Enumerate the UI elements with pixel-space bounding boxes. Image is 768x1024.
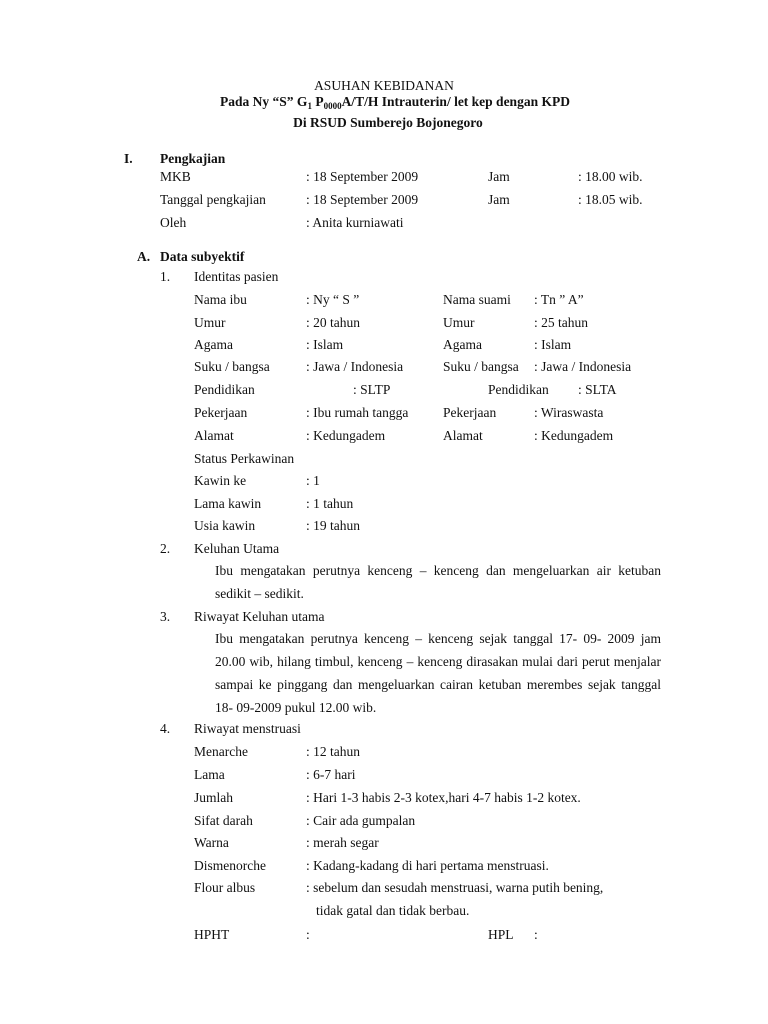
field-label: Jam: [488, 169, 510, 184]
field-value: : Kadang-kadang di hari pertama menstruasi.: [306, 858, 549, 873]
field-label: HPL: [488, 927, 514, 942]
field-value: :: [306, 927, 310, 942]
field-value-continuation: tidak gatal dan tidak berbau.: [316, 903, 470, 918]
field-value: : Wiraswasta: [534, 405, 604, 420]
document-subtitle: [0, 94, 768, 114]
item-title: Riwayat menstruasi: [194, 721, 301, 736]
field-label: Kawin ke: [194, 473, 247, 488]
field-value: : 6-7 hari: [306, 767, 356, 782]
field-label: Jumlah: [194, 790, 233, 805]
field-label: Nama ibu: [194, 292, 247, 307]
field-label: HPHT: [194, 927, 230, 942]
field-value: : Anita kurniawati: [306, 215, 404, 230]
para-subscript: 0000: [323, 101, 342, 111]
field-label: Umur: [194, 315, 226, 330]
field-label: Menarche: [194, 744, 248, 759]
item-number: 2.: [160, 541, 171, 556]
field-label: Agama: [443, 337, 482, 352]
field-label: Dismenorche: [194, 858, 266, 873]
document-location: Di RSUD Sumberejo Bojonegoro: [293, 115, 483, 130]
field-value: : 20 tahun: [306, 315, 360, 330]
field-value: : Islam: [306, 337, 344, 352]
field-label: Usia kawin: [194, 518, 256, 533]
subtitle-part: Pada Ny “S” G: [220, 94, 308, 109]
gravida-subscript: 1: [307, 101, 312, 111]
field-value: : Islam: [534, 337, 572, 352]
field-value: : 25 tahun: [534, 315, 588, 330]
field-label: Umur: [443, 315, 475, 330]
field-value: : 12 tahun: [306, 744, 360, 759]
item-title: Identitas pasien: [194, 269, 279, 284]
section-heading: Pengkajian: [160, 151, 226, 166]
field-label: Alamat: [443, 428, 483, 443]
subsection-letter: A.: [137, 249, 151, 264]
field-label: Pekerjaan: [443, 405, 497, 420]
item-title: Riwayat Keluhan utama: [194, 609, 325, 624]
field-label: Pendidikan: [488, 382, 549, 397]
field-value: : 18.00 wib.: [578, 169, 643, 184]
field-value: : Hari 1-3 habis 2-3 kotex,hari 4-7 habis 1-2 kotex.: [306, 790, 581, 805]
field-label: Suku / bangsa: [194, 359, 270, 374]
field-value: : 18 September 2009: [306, 169, 419, 184]
field-value: : sebelum dan sesudah menstruasi, warna putih bening,: [306, 880, 604, 895]
status-perkawinan-heading: Status Perkawinan: [194, 451, 295, 466]
field-label: Pendidikan: [194, 382, 255, 397]
field-value: : Jawa / Indonesia: [306, 359, 404, 374]
field-value: : 1 tahun: [306, 496, 354, 511]
section-number: I.: [124, 151, 133, 166]
field-value: : Cair ada gumpalan: [306, 813, 416, 828]
item-number: 3.: [160, 609, 171, 624]
field-label: Oleh: [160, 215, 187, 230]
field-value: : SLTP: [353, 382, 391, 397]
subsection-heading: Data subyektif: [160, 249, 245, 264]
document-title: ASUHAN KEBIDANAN: [314, 78, 454, 93]
field-value: : 18.05 wib.: [578, 192, 643, 207]
field-value: : Tn ” A”: [534, 292, 584, 307]
item-number: 4.: [160, 721, 171, 736]
field-value: : Kedungadem: [306, 428, 386, 443]
field-value: : Ny “ S ”: [306, 292, 360, 307]
field-value: : Ibu rumah tangga: [306, 405, 409, 420]
subtitle-part: P: [311, 94, 324, 109]
field-value: : 1: [306, 473, 320, 488]
riwayat-keluhan-paragraph: Ibu mengatakan perutnya kenceng – kenceng sejak tanggal 17- 09- 2009 jam 20.00 wib, hilang timbul, kenceng – kenceng dirasakan mulai dari perut menjalar sampai ke pinggang dan mengeluarkan cairan ketuban merembes sejak tanggal 18- 09-2009 pukul 12.00 wib.: [215, 631, 661, 715]
field-label: Sifat darah: [194, 813, 253, 828]
field-value: : Jawa / Indonesia: [534, 359, 632, 374]
field-label: Lama: [194, 767, 225, 782]
field-label: Nama suami: [443, 292, 511, 307]
field-value: : Kedungadem: [534, 428, 614, 443]
field-value: :: [534, 927, 538, 942]
field-label: Flour albus: [194, 880, 256, 895]
field-value: : SLTA: [578, 382, 617, 397]
field-label: Warna: [194, 835, 229, 850]
field-label: Agama: [194, 337, 233, 352]
field-label: Pekerjaan: [194, 405, 248, 420]
keluhan-utama-paragraph: Ibu mengatakan perutnya kenceng – kenceng dan mengeluarkan air ketuban sedikit – sedikit.: [215, 563, 661, 601]
field-value: : merah segar: [306, 835, 379, 850]
item-title: Keluhan Utama: [194, 541, 280, 556]
field-label: Alamat: [194, 428, 234, 443]
field-value: : 18 September 2009: [306, 192, 419, 207]
subtitle-part: A/T/H Intrauterin/ let kep dengan KPD: [341, 94, 570, 109]
field-label: Tanggal pengkajian: [160, 192, 266, 207]
field-label: Lama kawin: [194, 496, 262, 511]
field-value: : 19 tahun: [306, 518, 360, 533]
field-label: Jam: [488, 192, 510, 207]
field-label: Suku / bangsa: [443, 359, 519, 374]
item-number: 1.: [160, 269, 171, 284]
field-label: MKB: [160, 169, 191, 184]
